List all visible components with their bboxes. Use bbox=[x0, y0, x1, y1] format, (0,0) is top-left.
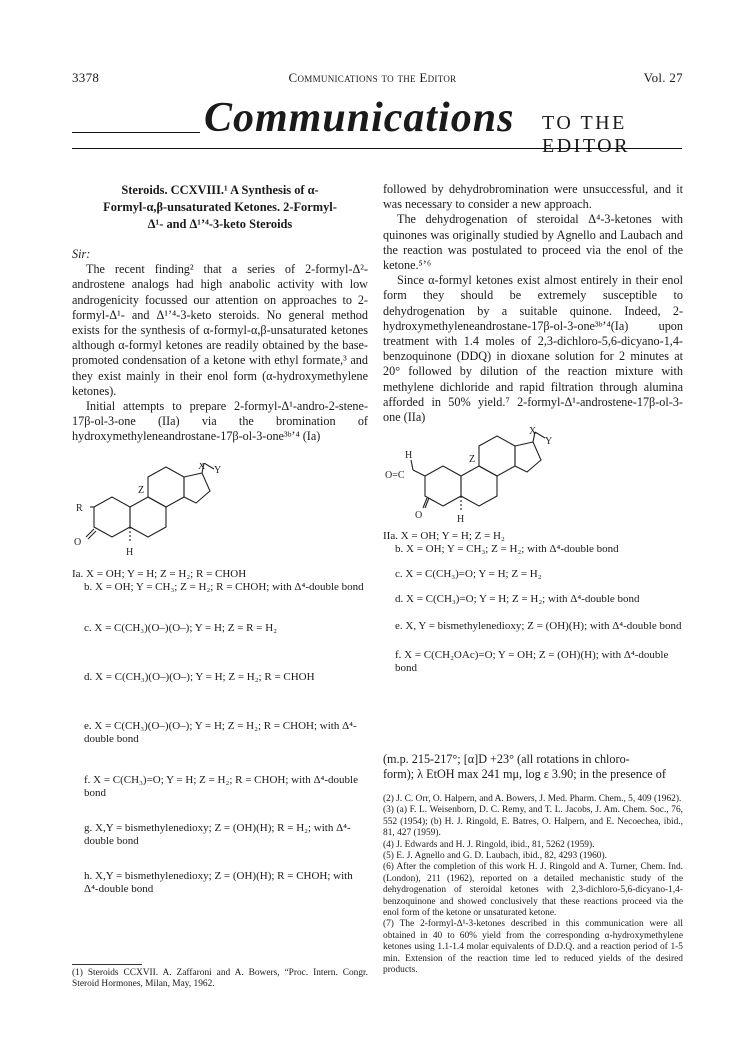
footnotes-right bbox=[383, 794, 683, 977]
masthead-subtitle: TO THE EDITOR bbox=[542, 112, 630, 157]
masthead-divider bbox=[72, 148, 682, 149]
title-line-2: Formyl-α,β-unsaturated Ketones. 2-Formyl- bbox=[103, 200, 337, 214]
label-o: O bbox=[415, 510, 423, 521]
page-number: 3378 bbox=[72, 70, 100, 85]
caption-line: c. X = C(CH₃)(O–)(O–); Y = H; Z = R = H₂ bbox=[84, 622, 277, 634]
label-y: Y bbox=[214, 465, 222, 476]
label-x: X bbox=[529, 426, 537, 437]
caption-line: IIa. X = OH; Y = H; Z = H₂ bbox=[383, 530, 505, 542]
structure-II-captions bbox=[383, 530, 683, 675]
running-head: Communications to the Editor bbox=[288, 70, 457, 85]
caption-line: f. X = C(CH₂OAc)=O; Y = OH; Z = (OH)(H); with Δ⁴-double bond bbox=[395, 649, 669, 674]
footnote: (5) E. J. Agnello and G. D. Laubach, ibid., 82, 4293 (1960). bbox=[383, 851, 607, 862]
salutation: Sir: bbox=[72, 247, 91, 261]
caption-line: d. X = C(CH₃)=O; Y = H; Z = H₂; with Δ⁴-double bond bbox=[395, 593, 640, 605]
caption-line: e. X, Y = bismethylenedioxy; Z = (OH)(H); with Δ⁴-double bond bbox=[395, 620, 682, 632]
caption-line: b. X = OH; Y = CH₃; Z = H₂; with Δ⁴-double bond bbox=[395, 543, 619, 555]
paragraph-line: form); λ EtOH max 241 mμ, log ε 3.90; in the presence of bbox=[383, 767, 666, 782]
caption-line: g. X,Y = bismethylenedioxy; Z = (OH)(H); R = H₂; with Δ⁴-double bond bbox=[84, 822, 351, 847]
label-h: H bbox=[126, 547, 134, 558]
paragraph: followed by dehydrobromination were unsuccessful, and it was necessary to consider a new approach. bbox=[383, 182, 683, 212]
masthead bbox=[72, 95, 682, 157]
footnote: (6) After the completion of this work H. J. Ringold and A. Turner, Chem. Ind. (London), 211 (1962), reported on a detailed mechanistic study of the dehydrogenation of steroidal ketones with 2,3-dichloro-5,6-dicyano-1,4-benzoquinone and showed conclusively that these reactions proceed via the enol form of the ketone or unsaturated ketone. bbox=[383, 862, 683, 919]
footnote: (7) The 2-formyl-Δ¹-3-ketones described in this communication were all obtained in 40 to 60% yield from the corresponding α-hydroxymethylene ketones using 1.1-1.4 molar equivalents of D.D.Q. and a reaction period of 1-5 min. Extension of the reaction time led to reduced yields of the desired products. bbox=[383, 919, 683, 976]
label-h: H bbox=[457, 514, 465, 525]
left-column-text bbox=[72, 182, 368, 445]
footnote: (3) (a) F. L. Weisenborn, D. C. Remy, and T. L. Jacobs, J. Am. Chem. Soc., 76, 552 (1954); (b) H. J. Ringold, E. Batres, O. Halpern, and E. Necoechea, ibid., 81, 427 (1959). bbox=[383, 805, 683, 839]
title-line-3: Δ¹- and Δ¹ʼ⁴-3-keto Steroids bbox=[147, 217, 293, 231]
paragraph-line: (m.p. 215-217°; [α]D +23° (all rotations in chloro- bbox=[383, 752, 630, 766]
footnotes-left bbox=[72, 964, 368, 991]
label-oc: O=C bbox=[385, 470, 405, 481]
caption-line: f. X = C(CH₃)=O; Y = H; Z = H₂; R = CHOH; with Δ⁴-double bond bbox=[84, 774, 358, 799]
label-y: Y bbox=[545, 436, 553, 447]
right-column-continued bbox=[383, 752, 683, 782]
paragraph: The dehydrogenation of steroidal Δ⁴-3-ketones with quinones was originally studied by Agnello and Laubach and the reaction was postulated to proceed via the enol of the ketone.⁵ʼ⁶ bbox=[383, 212, 683, 273]
label-h-top: H bbox=[405, 450, 413, 461]
structure-I-diagram bbox=[72, 463, 282, 563]
caption-line: Ia. X = OH; Y = H; Z = H₂; R = CHOH bbox=[72, 568, 247, 580]
label-z: Z bbox=[138, 485, 145, 496]
label-z: Z bbox=[469, 454, 476, 465]
caption-line: e. X = C(CH₃)(O–)(O–); Y = H; Z = H₂; R = CHOH; with Δ⁴-double bond bbox=[84, 720, 357, 745]
footnote: (2) J. C. Orr, O. Halpern, and A. Bowers, J. Med. Pharm. Chem., 5, 409 (1962). bbox=[383, 794, 682, 804]
volume-label: Vol. 27 bbox=[643, 70, 683, 85]
structure-I-captions bbox=[72, 568, 364, 896]
footnote: (1) Steroids CCXVII. A. Zaffaroni and A. Bowers, “Proc. Intern. Congr. Steroid Hormones, Milan, May, 1962. bbox=[72, 968, 368, 990]
right-column-text bbox=[383, 182, 683, 425]
caption-line: d. X = C(CH₃)(O–)(O–); Y = H; Z = H₂; R = CHOH bbox=[84, 671, 315, 683]
article-title bbox=[72, 182, 368, 233]
footnote: (4) J. Edwards and H. J. Ringold, ibid., 81, 5262 (1959). bbox=[383, 839, 595, 850]
paragraph: The recent finding² that a series of 2-formyl-Δ²-androstene analogs had high anabolic activity with low androgenicity focussed our attention on approaches to 2-formyl-Δ¹- and Δ¹ʼ⁴-3-keto steroids. No general method exists for the synthesis of α-formyl-α,β-unsaturated ketones although α-formyl ketones are readily obtained by the base-promoted condensation of a ketone with ethyl formate,³ and they exist mainly in their enol form (α-hydroxymethylene ketones). bbox=[72, 262, 368, 398]
caption-line: b. X = OH; Y = CH₃; Z = H₂; R = CHOH; with Δ⁴-double bond bbox=[84, 581, 364, 593]
masthead-title: Communications bbox=[204, 95, 515, 141]
paragraph: Initial attempts to prepare 2-formyl-Δ¹-andro-2-stene-17β-ol-3-one (IIa) via the bromination of hydroxymethyleneandrostane-17β-ol-3-one³ᵇʼ⁴ (Ia) bbox=[72, 399, 368, 444]
paragraph: Since α-formyl ketones exist almost entirely in their enol form they should be extremely susceptible to dehydrogenation by a suitable quinone. Indeed, 2-hydroxymethyleneandrostane-17β-ol-3-one³ᵇʼ⁴(Ia) upon treatment with 1.4 moles of 2,3-dichloro-5,6-dicyano-1,4-benzoquinone (DDQ) in dioxane solution for 2 minutes at 20° followed by dilution of the reaction mixture with methylene dichloride and rapid filtration through alumina afforded in 50% yield.⁷ 2-formyl-Δ¹-androstene-17β-ol-3-one (IIa) bbox=[383, 273, 683, 425]
masthead-rule bbox=[72, 132, 200, 133]
caption-line: c. X = C(CH₃)=O; Y = H; Z = H₂ bbox=[395, 568, 542, 580]
label-x: X bbox=[198, 463, 206, 472]
label-r: R bbox=[76, 503, 83, 514]
caption-line: h. X,Y = bismethylenedioxy; Z = (OH)(H); R = CHOH; with Δ⁴-double bond bbox=[84, 870, 353, 895]
title-line-1: Steroids. CCXVIII.¹ A Synthesis of α- bbox=[121, 183, 319, 197]
label-o: O bbox=[74, 537, 82, 548]
footnote-rule bbox=[72, 964, 142, 965]
structure-II-diagram bbox=[383, 426, 583, 526]
